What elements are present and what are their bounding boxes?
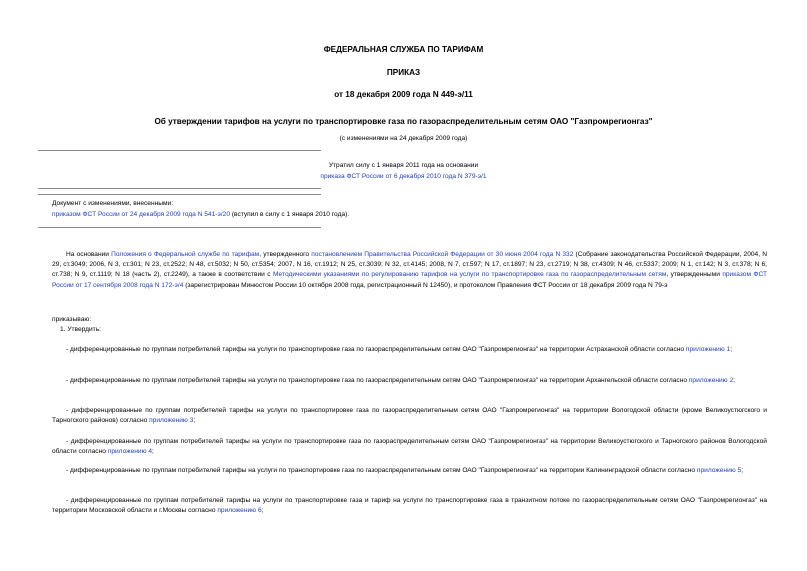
doc-type: ПРИКАЗ	[386, 68, 421, 77]
preamble	[52, 250, 767, 291]
preamble-text: (Собрание законодательства Российской Федерации, 2004, N 29, ст.3049; 2006, N 3, ст.301; N 23, ст.2522; N 48, ст.5032; N 50, ст.5354; 2007, N 16, ст.1912; N 25, ст.3039; N 32, ст.4145; 2008, N 7, ст.597; N 17, ст.1897; N 23, ст.2719; N 38, ст.4309; N 46, ст.5337; 2009; N 1, ст.142; N 3, ст.378; N 6, ст.738; N 9, ст.1119; N 18 (часть 2), ст.2249), а также в соответствии с	[52, 251, 767, 279]
preamble-link-decree[interactable]: постановлением Правительства Российской Федерации от 30 июня 2004 года N 332	[311, 251, 574, 258]
doc-title: Об утверждении тарифов на услуги по транспортировке газа по газораспределительным сетям ОАО "Газпромрегионгаз"	[154, 117, 653, 126]
item-6	[52, 496, 767, 516]
agency-name: ФЕДЕРАЛЬНАЯ СЛУЖБА ПО ТАРИФАМ	[323, 45, 484, 54]
preamble-text: На основании	[66, 251, 112, 258]
item-end: ;	[733, 377, 735, 384]
divider	[38, 150, 321, 151]
item-text: - дифференцированные по группам потребителей тарифы на услуги по транспортировке газа и тариф на услуги по транспортировке газа в транзитном потоке по газораспределительным сетям ОАО "Газпромрегионгаз" на территории Московской области и г.Москвы согласно	[52, 497, 767, 515]
item-1	[52, 345, 767, 355]
item-2	[52, 376, 767, 386]
amendments-note: (с изменениями на 24 декабря 2009 года)	[339, 135, 468, 142]
appendix-6-link[interactable]: приложению 6	[217, 507, 262, 515]
order-word: приказываю:	[52, 316, 92, 323]
item-text: - дифференцированные по группам потребителей тарифы на услуги по транспортировке газа по газораспределительным сетям ОАО "Газпромрегионгаз" на территории Великоустюгского и Тарногского районов Вологодской области согласно	[52, 438, 767, 456]
divider	[38, 227, 321, 228]
doc-date-number: от 18 декабря 2009 года N 449-э/11	[334, 90, 473, 99]
item-3	[52, 406, 767, 426]
changes-tail: (вступил в силу с 1 января 2010 года).	[229, 211, 350, 218]
preamble-text: , утвержденными	[666, 271, 723, 279]
item-end: ;	[193, 417, 196, 425]
item-5	[52, 466, 767, 476]
divider	[38, 194, 321, 195]
preamble-text: , утвержденного	[259, 251, 312, 258]
item-end: ;	[741, 467, 744, 474]
preamble-link-guidelines[interactable]: Методическими указаниями по регулированию тарифов на услуги по транспортировке газа по газораспределительным сетям	[272, 271, 667, 279]
status-text: Утратил силу с 1 января 2011 года на основании	[328, 162, 479, 169]
changes-line	[52, 210, 349, 220]
item-text: - дифференцированные по группам потребителей тарифы на услуги по транспортировке газа по газораспределительным сетям ОАО "Газпромрегионгаз" на территории Калининградской области согласно	[66, 467, 697, 474]
preamble-text: (зарегистрирован Минюстом России 10 октября 2008 года, регистрационный N 12450), и протоколом Правления ФСТ России от 18 декабря 2009 года N 79-э	[183, 281, 668, 289]
item-text: - дифференцированные по группам потребителей тарифы на услуги по транспортировке газа по газораспределительным сетям ОАО "Газпромрегионгаз" на территории Вологодской области (кроме Великоустюгского и Тарногского районов) согласно	[52, 407, 767, 425]
item-end: ;	[261, 507, 264, 515]
changes-label: Документ с изменениями, внесенными:	[52, 200, 174, 207]
preamble-link-regulation[interactable]: Положения о Федеральной службе по тарифам	[111, 251, 260, 258]
order-item-1: 1. Утвердить:	[60, 326, 101, 333]
appendix-4-link[interactable]: приложению 4	[107, 448, 153, 456]
item-end: ;	[730, 346, 733, 353]
changes-link[interactable]: приказом ФСТ России от 24 декабря 2009 года N 541-э/20	[52, 211, 230, 218]
item-end: ;	[152, 448, 154, 456]
item-text: - дифференцированные по группам потребителей тарифы на услуги по транспортировке газа по газораспределительным сетям ОАО "Газпромрегионгаз" на территории Архангельской области согласно	[66, 377, 689, 384]
appendix-3-link[interactable]: приложению 3	[149, 417, 194, 425]
appendix-5-link[interactable]: приложению 5	[696, 467, 742, 474]
item-4	[52, 437, 767, 457]
item-text: - дифференцированные по группам потребителей тарифы на услуги по транспортировке газа по газораспределительным сетям ОАО "Газпромрегионгаз" на территории Астраханской области согласно	[66, 346, 686, 353]
appendix-2-link[interactable]: приложению 2	[688, 377, 734, 384]
status-link[interactable]: приказа ФСТ России от 6 декабря 2010 года N 379-э/1	[320, 173, 487, 180]
appendix-1-link[interactable]: приложению 1	[685, 346, 731, 353]
preamble-link-order[interactable]: приказом ФСТ России от 17 сентября 2008 года N 172-э/4	[52, 271, 768, 289]
divider	[38, 188, 321, 189]
